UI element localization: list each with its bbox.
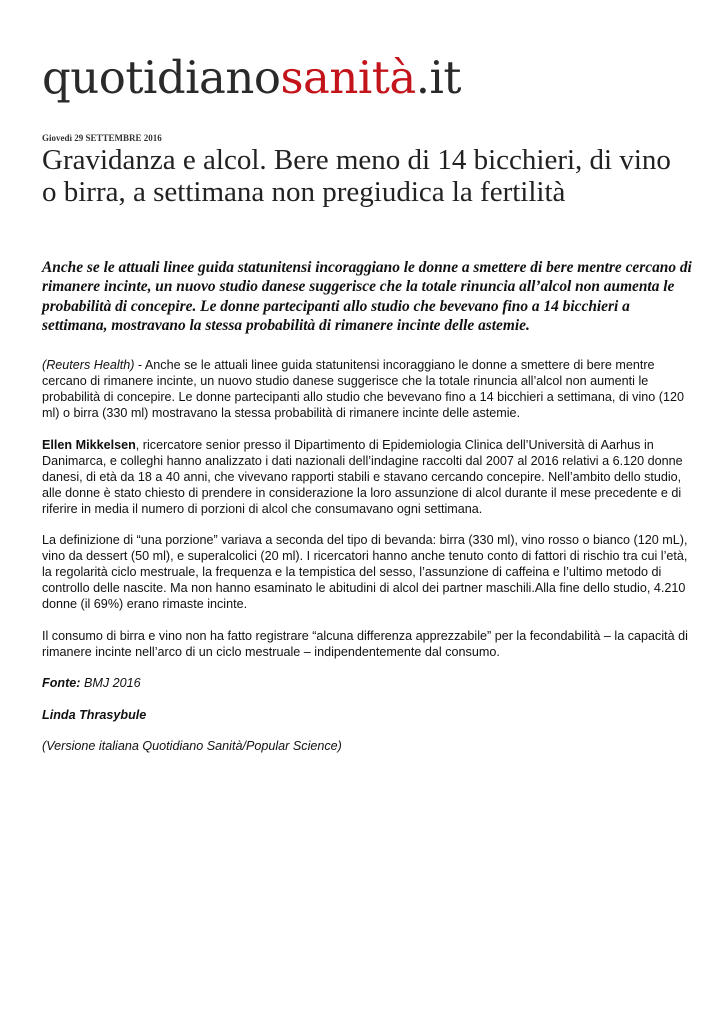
source-tag: (Reuters Health) [42,358,135,372]
version-note: (Versione italiana Quotidiano Sanità/Popular Science) [42,739,342,753]
logo-part-sanita: sanità [280,51,416,104]
paragraph-2-text: , ricercatore senior presso il Dipartimento di Epidemiologia Clinica dell’Università di Aarhus in Danimarca, e colleghi hanno analizzato i dati nazionali dell’indagine raccolti dal 2007 al 2016 relativi a 6.120 donne danesi, di età da 18 a 40 anni, che vivevano rapporti stabili e stavano cercando concepire. Nell’ambito dello studio, alle donne è stato chiesto di prendere in considerazione la loro assunzione di alcol durante il mese precedente e di riferire in media il numero di porzioni di alcol che consumavano ogni settimana. [42,437,683,516]
researcher-name: Ellen Mikkelsen [42,437,136,452]
source-label: Fonte: [42,676,81,690]
article-body [42,357,692,770]
article-lead: Anche se le attuali linee guida statunitensi incoraggiano le donne a smettere di bere mentre cercano di rimanere incinte, un nuovo studio danese suggerisce che la totale rinuncia all’alcol non aumenta le probabilità di concepire. Le donne partecipanti allo studio che bevevano fino a 14 bicchieri a settimana, mostravano la stessa probabilità di rimanere incinte delle astemie. [42,259,692,335]
paragraph-1-text: - Anche se le attuali linee guida statunitensi incoraggiano le donne a smettere di bere mentre cercano di rimanere incinte, un nuovo studio danese suggerisce che la totale rinuncia all’alcol non aumenti le probabilità di concepire. Le donne partecipanti allo studio che bevevano fino a 14 bicchieri a settimana, di vino (120 ml) o birra (330 ml) mostravano la stessa probabilità di rimanere incinte delle astemie. [42,358,684,420]
paragraph-4: Il consumo di birra e vino non ha fatto registrare “alcuna differenza apprezzabile” per la fecondabilità – la capacità di rimanere incinte nell’arco di un ciclo mestruale – indipendentemente dal consumo. [42,628,688,659]
paragraph-2 [42,437,692,517]
article-title: Gravidanza e alcol. Bere meno di 14 bicchieri, di vino o birra, a settimana non pregiudica la fertilità [42,144,671,208]
article-date: Giovedì 29 SETTEMBRE 2016 [42,133,162,143]
logo-part-quotidiano: quotidiano [42,51,281,104]
paragraph-3: La definizione di “una porzione” variava a seconda del tipo di bevanda: birra (330 ml), vino rosso o bianco (120 mL), vino da dessert (50 ml), e superalcolici (20 ml). I ricercatori hanno anche tenuto conto di fattori di rischio tra cui l’età, la regolarità ciclo mestruale, la frequenza e la tempistica del sesso, l’assunzione di caffeina e l’ultimo metodo di controllo delle nascite. Ma non hanno esaminato le abitudini di alcol dei partner maschili.Alla fine dello studio, 4.210 donne (il 69%) erano rimaste incinte. [42,533,688,611]
source-line [42,675,692,691]
site-logo[interactable] [42,52,461,104]
source-value: BMJ 2016 [80,676,141,690]
paragraph-1 [42,357,692,421]
logo-part-it: .it [415,51,461,104]
author-name: Linda Thrasybule [42,707,147,722]
